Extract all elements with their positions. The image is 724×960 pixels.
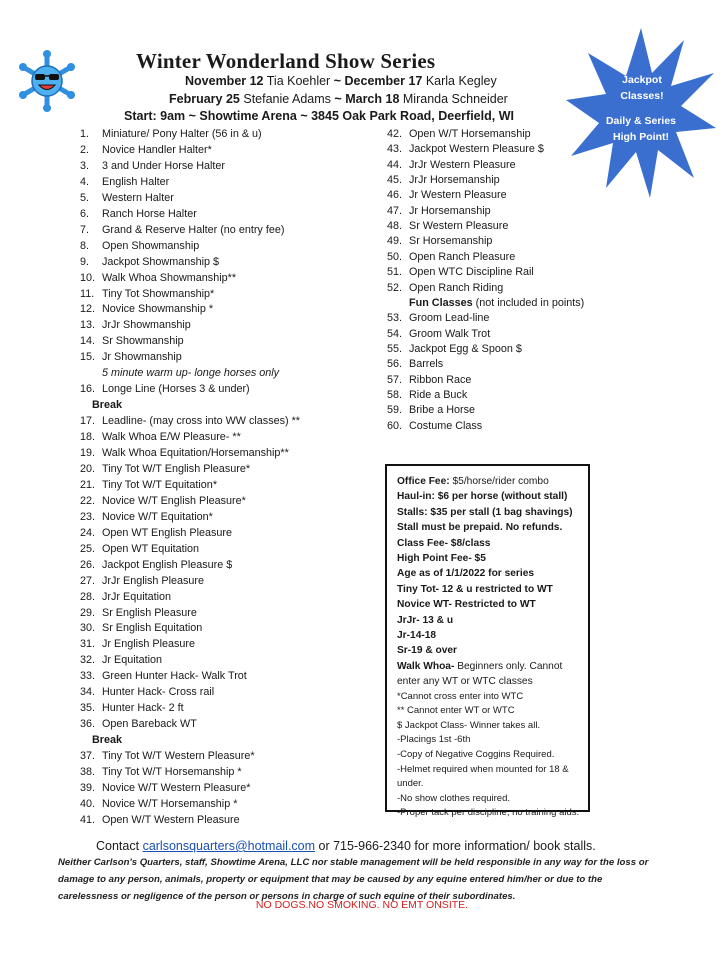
class-item — [80, 349, 182, 365]
class-item — [80, 142, 212, 158]
class-name: Tiny Tot W/T English Pleasure* — [102, 462, 251, 475]
class-item — [387, 126, 531, 142]
tiny-tot-desc: 12 & u restricted to WT — [439, 583, 553, 595]
date-separator: ~ — [333, 74, 342, 88]
fees-info-box — [385, 464, 590, 819]
class-name: Open WTC Discipline Rail — [409, 266, 534, 279]
class-item — [80, 684, 214, 700]
class-name: Jr Western Pleasure — [409, 189, 507, 202]
class-number: 30. — [80, 622, 96, 635]
class-item — [387, 141, 544, 157]
class-number: 20. — [80, 462, 96, 475]
class-name: Sr Showmanship — [102, 335, 184, 348]
class-item — [80, 605, 197, 621]
class-number: 12. — [80, 303, 96, 316]
class-name: Sr Western Pleasure — [409, 220, 509, 233]
class-item — [80, 780, 250, 796]
class-item — [80, 222, 284, 238]
class-number: 40. — [80, 797, 96, 810]
class-item — [387, 249, 515, 265]
class-item — [387, 372, 471, 388]
class-item — [387, 310, 489, 326]
haul-in-label: Haul-in: — [397, 491, 435, 503]
class-item — [80, 477, 217, 493]
class-name: Jr Horsemanship — [409, 204, 491, 217]
class-item — [387, 203, 491, 219]
contact-email-link[interactable]: carlsonsquarters@hotmail.com — [142, 839, 316, 853]
judge-4: Miranda Schneider — [402, 92, 508, 106]
start-location-line: Start: 9am ~ Showtime Arena ~ 3845 Oak Park Road, Deerfield, WI — [124, 109, 514, 123]
class-name: Jr Showmanship — [102, 351, 182, 364]
class-name: Sr English Equitation — [102, 622, 203, 635]
class-name: English Halter — [102, 175, 170, 188]
class-item — [387, 402, 475, 418]
class-number: 45. — [387, 174, 403, 187]
warmup-note: 5 minute warm up- longe horses only — [102, 367, 280, 380]
class-name: JrJr Horsemanship — [409, 174, 500, 187]
class-number: 50. — [387, 250, 403, 263]
class-number: 47. — [387, 204, 403, 217]
office-fee: $5/horse/rider combo — [449, 476, 549, 487]
class-item — [80, 620, 202, 636]
class-item — [387, 418, 482, 434]
class-name: Novice W/T Equitation* — [102, 510, 213, 523]
class-item — [80, 557, 232, 573]
class-section-note — [80, 732, 122, 748]
date-4: March 18 — [345, 92, 400, 106]
liability-disclaimer: Neither Carlson's Quarters, staff, Showtime Arena, LLC nor stable management will be held responsible in any way for the loss or damage to any person, animals, property or equipment that may be caused by any equine entered him/her or due to the carelessness or negligence of the person or persons in charge of such equine of their subordinates. — [58, 857, 649, 902]
class-name: Jackpot Showmanship $ — [102, 255, 220, 268]
date-1: November 12 — [185, 74, 264, 88]
class-name: Jackpot Egg & Spoon $ — [409, 342, 522, 355]
class-item — [80, 700, 184, 716]
class-item — [80, 509, 213, 525]
class-item — [80, 716, 197, 732]
class-item — [80, 206, 197, 222]
class-item — [80, 317, 191, 333]
class-item — [80, 461, 250, 477]
class-number: 17. — [80, 415, 96, 428]
starburst-line-2: Classes! — [620, 90, 664, 102]
page-title: Winter Wonderland Show Series — [136, 49, 436, 73]
class-number: 11. — [80, 287, 95, 300]
jr-age: Jr-14-18 — [397, 630, 437, 642]
class-number: 36. — [80, 718, 96, 731]
class-item — [387, 172, 500, 188]
class-number: 23. — [80, 510, 96, 523]
class-number: 16. — [80, 383, 96, 396]
class-item — [80, 636, 195, 652]
note-helmet: -Helmet required when mounted for 18 & under. — [397, 763, 569, 790]
class-name: Walk Whoa Showmanship** — [102, 271, 237, 284]
class-item — [80, 286, 214, 302]
class-item — [80, 668, 247, 684]
sr-age: Sr-19 & over — [397, 645, 458, 657]
class-name: Novice W/T Western Pleasure* — [102, 781, 251, 794]
class-name: Open Showmanship — [102, 239, 200, 252]
class-number: 44. — [387, 158, 403, 171]
class-number: 43. — [387, 143, 403, 156]
class-name: Hunter Hack- 2 ft — [102, 702, 184, 715]
class-number: 54. — [387, 327, 403, 340]
class-number: 26. — [80, 558, 96, 571]
footer-notice: NO DOGS.NO SMOKING. NO EMT ONSITE. — [255, 899, 469, 911]
class-number: 52. — [387, 281, 403, 294]
class-item — [80, 429, 241, 445]
class-item — [80, 301, 213, 317]
date-2: December 17 — [344, 74, 423, 88]
class-name: Bribe a Horse — [409, 404, 476, 417]
class-section-note — [80, 397, 122, 413]
class-number: 13. — [80, 319, 96, 332]
class-name: Groom Lead-line — [409, 312, 490, 325]
date-3: February 25 — [169, 92, 240, 106]
note-tack: -Proper tack per discipline, no training aids. — [397, 807, 580, 819]
class-name: Open Ranch Pleasure — [409, 250, 516, 263]
class-name: Longe Line (Horses 3 & under) — [102, 383, 250, 396]
class-name: Novice Showmanship * — [102, 303, 214, 316]
class-number: 15. — [80, 351, 96, 364]
class-fee: $8/class — [447, 537, 491, 549]
class-name: Costume Class — [409, 419, 483, 432]
jackpot-starburst — [566, 28, 716, 198]
class-name: Open W/T Western Pleasure — [102, 813, 240, 826]
class-number: 38. — [80, 766, 96, 778]
class-name: JrJr Equitation — [102, 590, 172, 603]
class-number: 4. — [80, 175, 90, 188]
class-section-note — [80, 365, 279, 381]
class-number: 33. — [80, 670, 96, 683]
class-name: Walk Whoa E/W Pleasure- ** — [102, 431, 241, 444]
class-number: 48. — [387, 220, 403, 233]
judge-1: Tia Koehler — [266, 74, 331, 88]
class-name: Open W/T Horsemanship — [409, 128, 531, 140]
class-number: 35. — [80, 702, 96, 715]
stalls-label: Stalls: — [397, 506, 428, 518]
class-name: Jr English Pleasure — [102, 638, 196, 651]
class-item — [80, 493, 246, 509]
class-name: Tiny Tot Showmanship* — [102, 287, 215, 300]
class-number: 3. — [80, 159, 90, 172]
class-number: 25. — [80, 542, 96, 555]
class-name: Novice W/T English Pleasure* — [102, 494, 246, 507]
novice-desc: Restricted to WT — [451, 599, 536, 611]
class-name: Tiny Tot W/T Equitation* — [102, 478, 218, 491]
class-name: Ranch Horse Halter — [102, 207, 197, 220]
class-number: 39. — [80, 781, 96, 794]
class-name: Open WT Equitation — [102, 542, 200, 555]
class-number: 27. — [80, 574, 96, 587]
fun-classes-note: (not included in points) — [472, 296, 585, 309]
stall-prepaid-note: Stall must be prepaid. No refunds. — [397, 522, 563, 534]
class-number: 18. — [80, 431, 96, 444]
class-number: 9. — [80, 255, 90, 268]
class-item — [80, 174, 169, 190]
class-item — [80, 445, 289, 461]
note-clothes: -No show clothes required. — [397, 792, 510, 804]
class-number: 41. — [80, 813, 96, 826]
class-number: 22. — [80, 494, 96, 507]
class-name: JrJr English Pleasure — [102, 574, 205, 587]
class-name: Ribbon Race — [409, 373, 472, 386]
tiny-tot-label: Tiny Tot- — [397, 583, 440, 595]
judge-3: Stefanie Adams — [243, 92, 331, 106]
class-item — [80, 812, 240, 828]
class-item — [80, 764, 242, 780]
class-number: 49. — [387, 235, 403, 248]
class-number: 53. — [387, 312, 403, 325]
class-number: 55. — [387, 342, 403, 355]
class-name: JrJr Showmanship — [102, 319, 191, 332]
starburst-line-4: High Point! — [613, 131, 669, 143]
jrjr-desc: 13 & u — [419, 614, 454, 626]
office-fee-label: Office Fee: — [397, 476, 450, 487]
high-point-fee: $5 — [471, 553, 486, 565]
class-fee-label: Class Fee- — [397, 537, 448, 549]
contact-suffix: or 715-966-2340 for more information/ book stalls. — [315, 839, 596, 853]
class-number: 57. — [387, 373, 403, 386]
jrjr-label: JrJr- — [397, 614, 420, 626]
class-number: 14. — [80, 335, 96, 348]
stalls-fee: $35 per stall (1 bag shavings) — [427, 506, 573, 518]
class-name: Ride a Buck — [409, 388, 468, 401]
class-item — [80, 589, 171, 605]
class-number: 28. — [80, 590, 96, 603]
contact-prefix: Contact — [96, 839, 143, 853]
class-name: Green Hunter Hack- Walk Trot — [102, 670, 247, 683]
class-number: 34. — [80, 686, 96, 699]
class-item — [387, 387, 467, 403]
note-coggins: -Copy of Negative Coggins Required. — [397, 749, 555, 761]
class-name: Grand & Reserve Halter (no entry fee) — [102, 223, 285, 236]
note-cannot-enter: ** Cannot enter WT or WTC — [397, 705, 515, 717]
class-number: 58. — [387, 388, 403, 401]
class-item — [387, 326, 490, 342]
class-name: Jr Equitation — [102, 654, 163, 667]
class-number: 19. — [80, 447, 96, 459]
class-name: Miniature/ Pony Halter (56 in & u) — [102, 128, 262, 140]
class-name: JrJr Western Pleasure — [409, 158, 516, 171]
class-name: Open Bareback WT — [102, 718, 197, 731]
break-label: Break — [92, 399, 123, 412]
starburst-line-1: Jackpot — [622, 74, 662, 86]
fun-classes-heading: Fun Classes — [409, 296, 473, 309]
class-item — [387, 233, 492, 249]
snowflake-mascot-icon — [18, 50, 76, 112]
class-item — [80, 413, 300, 429]
class-number: 56. — [387, 358, 403, 371]
class-item — [80, 748, 255, 764]
class-item — [387, 264, 534, 280]
novice-label: Novice WT- — [397, 599, 452, 611]
class-name: Sr Horsemanship — [409, 235, 493, 248]
dates-line-2 — [169, 92, 508, 106]
class-number: 8. — [80, 239, 90, 252]
date-separator: ~ — [334, 92, 342, 106]
class-name: Novice Handler Halter* — [102, 143, 212, 156]
class-number: 29. — [80, 606, 96, 619]
class-number: 1. — [80, 128, 90, 140]
class-name: Jackpot English Pleasure $ — [102, 558, 233, 571]
class-item — [80, 796, 237, 812]
class-number: 6. — [80, 207, 90, 220]
class-item — [80, 333, 184, 349]
class-number: 5. — [80, 191, 90, 204]
class-number: 60. — [387, 419, 403, 432]
age-note: Age as of 1/1/2022 for series — [397, 568, 535, 580]
class-item — [387, 341, 522, 357]
class-name: Novice W/T Horsemanship * — [102, 797, 238, 810]
class-number: 42. — [387, 128, 403, 140]
break-label: Break — [92, 734, 123, 747]
dates-line-1 — [185, 74, 497, 88]
class-item — [80, 270, 236, 286]
walk-whoa-desc: Beginners only. Cannot enter any WT or WTC classes — [397, 660, 563, 688]
class-number: 24. — [80, 526, 96, 539]
class-item — [387, 187, 507, 203]
class-name: Leadline- (may cross into WW classes) ** — [102, 415, 300, 428]
class-item — [80, 573, 204, 589]
note-placings: -Placings 1st -6th — [397, 734, 471, 746]
class-item — [80, 652, 162, 668]
class-name: Walk Whoa Equitation/Horsemanship** — [102, 447, 289, 459]
note-cross-enter: *Cannot cross enter into WTC — [397, 690, 524, 702]
starburst-line-3: Daily & Series — [605, 115, 677, 127]
class-item — [80, 126, 262, 142]
haul-in-fee: $6 per horse (without stall) — [434, 491, 568, 503]
class-number: 2. — [80, 143, 90, 156]
class-name: Western Halter — [102, 191, 174, 204]
class-item — [80, 525, 232, 541]
class-item — [80, 158, 225, 174]
class-name: Open Ranch Riding — [409, 281, 504, 294]
class-number: 31. — [80, 638, 96, 651]
class-name: Hunter Hack- Cross rail — [102, 686, 215, 699]
class-number: 7. — [80, 223, 90, 236]
class-number: 21. — [80, 478, 96, 491]
class-item — [80, 541, 199, 557]
contact-line — [96, 839, 596, 853]
class-name: Jackpot Western Pleasure $ — [409, 143, 544, 156]
class-name: Barrels — [409, 358, 444, 371]
class-name: Tiny Tot W/T Western Pleasure* — [102, 750, 255, 763]
high-point-label: High Point Fee- — [397, 553, 472, 565]
class-number: 59. — [387, 404, 403, 417]
note-jackpot: $ Jackpot Class- Winner takes all. — [397, 719, 541, 731]
class-item — [80, 254, 219, 270]
class-number: 10. — [80, 271, 96, 284]
class-item — [80, 190, 174, 206]
class-name: Open WT English Pleasure — [102, 526, 233, 539]
walk-whoa-label: Walk Whoa- — [397, 660, 455, 672]
class-item — [387, 280, 503, 296]
class-item — [80, 238, 199, 254]
class-number: 51. — [387, 266, 403, 279]
class-name: Sr English Pleasure — [102, 606, 197, 619]
class-name: Tiny Tot W/T Horsemanship * — [102, 766, 242, 778]
class-item — [80, 381, 250, 397]
class-name: Groom Walk Trot — [409, 327, 491, 340]
judge-2: Karla Kegley — [425, 74, 497, 88]
class-item — [387, 157, 516, 173]
class-section-note — [387, 295, 584, 311]
class-item — [387, 356, 443, 372]
class-item — [387, 218, 508, 234]
class-number: 37. — [80, 750, 96, 763]
class-name: 3 and Under Horse Halter — [102, 159, 226, 172]
class-number: 46. — [387, 189, 403, 202]
class-number: 32. — [80, 654, 96, 667]
